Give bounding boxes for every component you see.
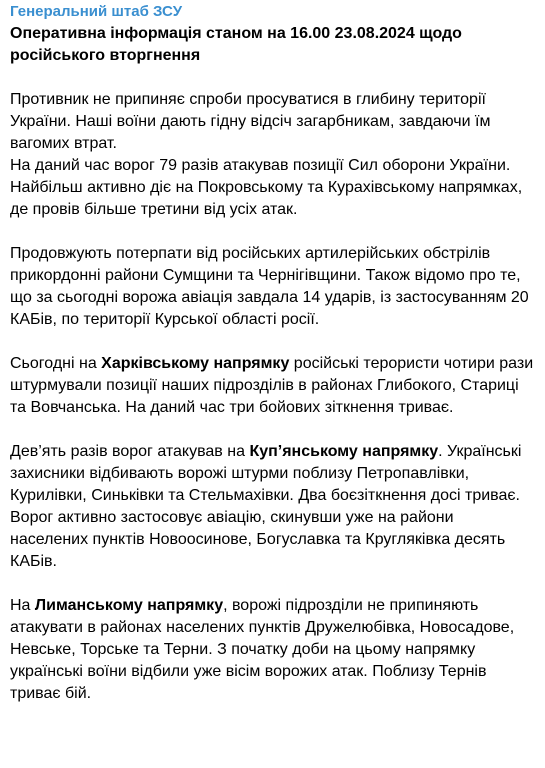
direction-lyman: Лиманському напрямку: [34, 597, 224, 614]
post-paragraph-lyman: [10, 595, 535, 705]
paragraph-gap: [10, 573, 535, 595]
paragraph-gap: [10, 331, 535, 353]
post-paragraph-shelling: Продовжують потерпати від російських артилерійських обстрілів прикордонні райони Сумщини та Чернігівщини. Також відомо про те, що за сьогодні ворожа авіація завдала 14 ударів, із застосуванням 20 КАБів, по території Курської області росії.: [10, 245, 529, 328]
text-span: російські терористи чотири рази штурмували позиції наших підрозділів в районах Глибокого, Стариці та Вовчанська. На даний час три бойових зіткнення триває.: [10, 355, 534, 416]
post-paragraph-kupiansk: [10, 441, 535, 573]
paragraph-gap: [10, 221, 535, 243]
direction-kharkiv: Харківському напрямку: [101, 355, 290, 372]
post-paragraph-intro: Противник не припиняє спроби просуватися в глибину території України. Наші воїни дають гідну відсіч загарбникам, завдаючи їм вагомих втрат.: [10, 91, 491, 152]
paragraph-gap: [10, 419, 535, 441]
channel-name[interactable]: Генеральний штаб ЗСУ: [10, 3, 183, 20]
text-span: На: [10, 597, 35, 614]
text-span: . Українські захисники відбивають ворожі штурми поблизу Петропавлівки, Курилівки, Синьківки та Стельмахівки. Два боєзіткнення досі триває. Ворог активно застосовує авіацію, скинувши уже на райони населених пунктів Новоосинове, Богуславка та Кругляківка десять КАБів.: [10, 443, 522, 570]
text-span: Дев’ять разів ворог атакував на: [10, 443, 250, 460]
direction-kupiansk: Куп’янському напрямку: [249, 443, 439, 460]
text-span: , ворожі підрозділи не припиняють атакувати в районах населених пунктів Дружелюбівка, Новосадове, Невське, Торське та Терни. З початку доби на цьому напрямку українські воїни відбили уже вісім ворожих атак. Поблизу Тернів триває бій.: [10, 597, 515, 702]
post-headline: Оперативна інформація станом на 16.00 23.08.2024 щодо російського вторгнення: [10, 25, 462, 64]
paragraph-gap: [10, 67, 535, 89]
post-paragraph-kharkiv: [10, 353, 535, 419]
text-span: Сьогодні на: [10, 355, 102, 372]
post-paragraph-attacks: На даний час ворог 79 разів атакував позиції Сил оборони України. Найбільш активно діє на Покровському та Курахівському напрямках, де провів більше третини від усіх атак.: [10, 157, 523, 218]
